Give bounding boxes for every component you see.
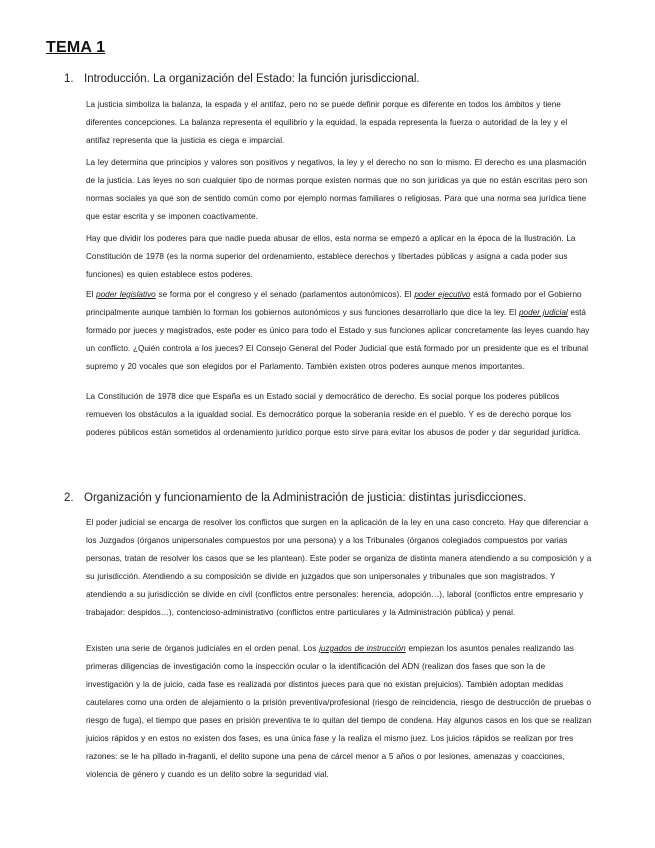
section-2-heading <box>64 492 526 504</box>
paragraph-text: Hay que dividir los poderes para que nadie pueda abusar de ellos, esta norma se empezó a aplicar en la época de la Ilustración. La Constitución de 1978 (es la norma superior del ordenamiento, establece derechos y libertades públicas y asigna a cada poder sus funciones) es quien establece estos poderes. <box>86 234 576 279</box>
instruction-courts-term: juzgados de instrucción <box>319 644 406 653</box>
section-1-heading <box>64 73 420 85</box>
section-1-closing-paragraph <box>86 388 592 442</box>
section-1-number: 1. <box>64 73 74 85</box>
paragraph-text: La Constitución de 1978 dice que España es un Estado social y democrático de derecho. Es social porque los poderes públicos remueven los obstáculos a la igualdad social. Es democrático porque la soberanía reside en el pueblo. Y es de derecho porque los poderes públicos están sometidos al ordenamiento jurídico porque esto sirve para evitar los abusos de poder y dar seguridad jurídica. <box>86 392 581 437</box>
paragraph-text <box>86 640 592 784</box>
text-run: El <box>86 290 97 299</box>
paragraph-text: La justicia simboliza la balanza, la espada y el antifaz, pero no se puede definir porque es diferente en todos los ámbitos y tiene diferentes concepciones. La balanza representa el equilibrio y la equidad, la espada representa la fuerza o autoridad de la ley y el antifaz representa que la justicia es ciega e imparcial. <box>86 100 568 145</box>
text-run: está formado por jueces y magistrados, este poder es único para todo el Estado y sus funciones aplicar concretamente las leyes cuando hay un conflicto. ¿Quién controla a los jueces? El Consejo General del Poder Judicial que está formado por un presidente que es el tribunal supremo y 20 vocales que son elegidos por el Parlamento. También existen otros poderes aunque menos importantes. <box>86 308 590 371</box>
document-title: TEMA 1 <box>46 39 106 56</box>
paragraph-text: La ley determina que principios y valores son positivos y negativos, la ley y el derecho no son lo mismo. El derecho es una plasmación de la justicia. Las leyes no son cualquier tipo de normas porque existen normas que no son jurídicas ya que no están escritas pero son normas sociales ya que son de sentido común como por ejemplo normas familiares o religiosas. Para que una norma sea jurídica tiene que estar escrita y se imponen coactivamente. <box>86 158 588 221</box>
section-1-paragraph-3 <box>86 230 592 284</box>
section-1-heading-text: Introducción. La organización del Estado: la función jurisdiccional. <box>84 73 420 85</box>
text-run: se forma por el congreso y el senado (parlamentos autonómicos). El <box>155 290 415 299</box>
paragraph-text <box>86 286 592 376</box>
section-1-paragraph-1 <box>86 96 592 150</box>
legislative-power-term: poder legislativo <box>96 290 156 299</box>
section-2-heading-text: Organización y funcionamiento de la Administración de justicia: distintas jurisdicciones. <box>84 492 527 504</box>
section-2-criminal-paragraph <box>86 640 592 784</box>
section-1-paragraph-2 <box>86 154 592 226</box>
executive-power-term: poder ejecutivo <box>414 290 471 299</box>
text-run: está formado por el Gobierno principalmente aunque también lo forman los gobiernos autonómicos y sus funciones desarrollarlo que dice la ley. El <box>86 290 582 317</box>
judicial-power-term: poder judicial <box>518 308 568 317</box>
section-2-number: 2. <box>64 492 74 504</box>
paragraph-text: El poder judicial se encarga de resolver los conflictos que surgen en la aplicación de la ley en una caso concreto. Hay que diferenciar a los Juzgados (órganos unipersonales compuestos por una persona) y a los Tribunales (órganos colegiados compuestos por varias personas, tratan de resolver los casos que se les plantean). Este poder se organiza de distinta manera atendiendo a su composición y a su jurisdicción. Atendiendo a su composición se divide en juzgados que son unipersonales y tribunales que son magistrados. Y atendiendo a su jurisdicción se divide en civil (conflictos entre personales: herencia, adopción…), laboral (conflictos entre empresario y trabajador: despidos…), contencioso-administrativo (conflictos entre particulares y la Administración pública) y penal. <box>86 518 592 617</box>
section-1-powers-paragraph <box>86 286 592 376</box>
text-run: Existen una serie de órganos judiciales en el orden penal. Los <box>86 644 320 653</box>
section-2-paragraph-1 <box>86 514 592 622</box>
text-run: empiezan los asuntos penales realizando las primeras diligencias de investigación como la inspección ocular o la identificación del ADN (realizan dos fases que son la de investigación y la de juicio, cada fase es realizada por distintos jueces para que no existan prejuicios). También adoptan medidas cautelares como una orden de alejamiento o la prisión preventiva/profesional (riesgo de reincidencia, riesgo de destrucción de pruebas o riesgo de fuga), el tiempo que pases en prisión preventiva te lo quitan del tiempo de condena. Hay algunos casos en los que se realizan juicios rápidos y en estos no existen dos fases, es una única fase y la realiza el mismo juez. Los juicios rápidos se realizan por tres razones: se le ha pillado in-fraganti, el delito supone una pena de cárcel menor a 5 años o por lesiones, amenazas y coacciones, violencia de género y cuando es un delito sobre la seguridad vial. <box>86 644 592 779</box>
